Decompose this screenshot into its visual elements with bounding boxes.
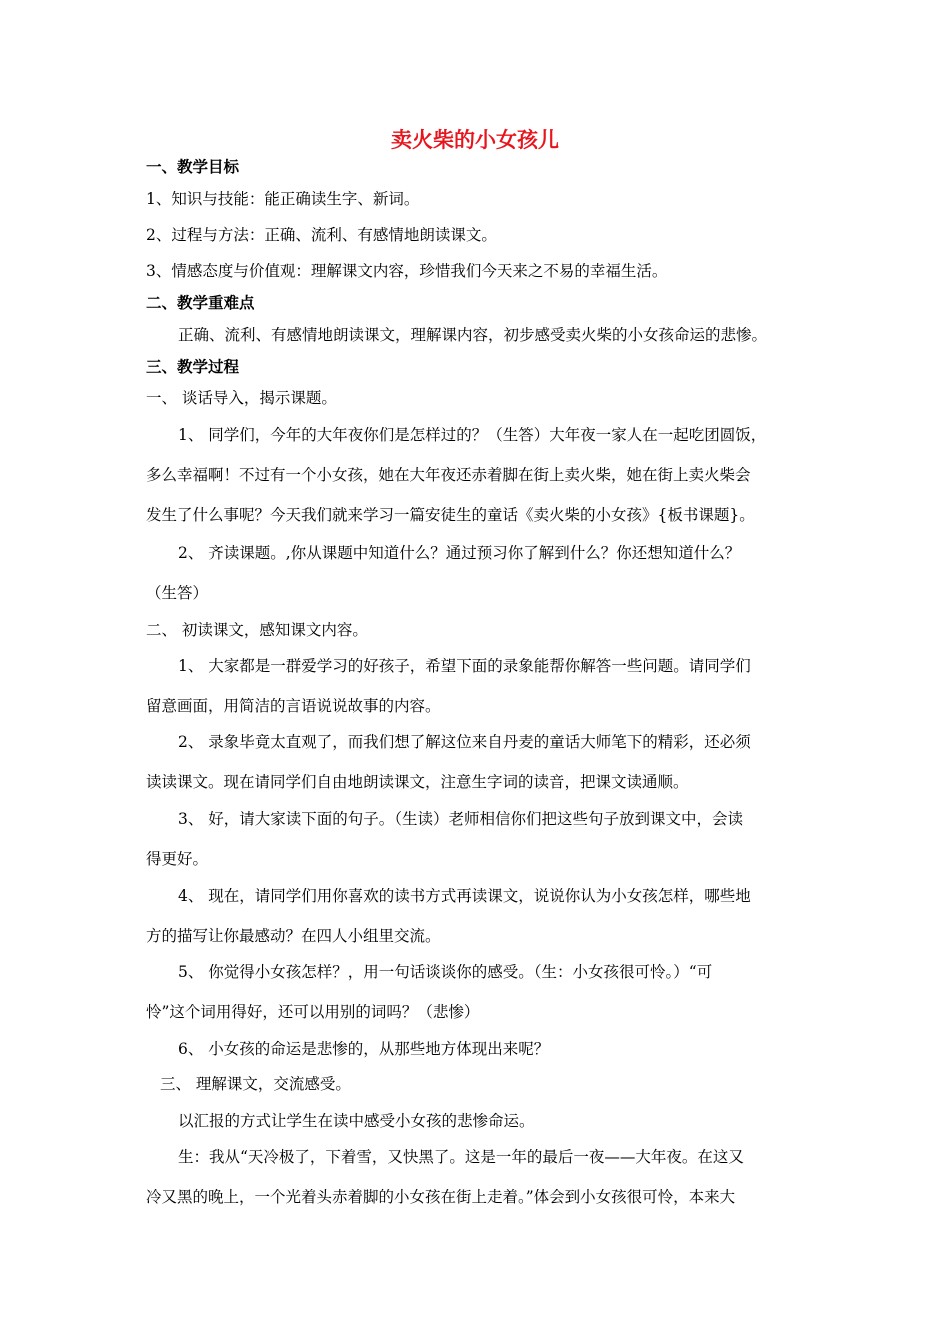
paragraph: 以汇报的方式让学生在读中感受小女孩的悲惨命运。 bbox=[178, 1112, 535, 1130]
paragraph: 1、知识与技能：能正确读生字、新词。 bbox=[146, 190, 420, 208]
paragraph: 2、过程与方法：正确、流利、有感情地朗读课文。 bbox=[146, 226, 497, 244]
step-heading: 一、 谈话导入，揭示课题。 bbox=[146, 389, 337, 407]
document-title: 卖火柴的小女孩儿 bbox=[391, 128, 559, 152]
paragraph: 多么幸福啊！不过有一个小女孩，她在大年夜还赤着脚在街上卖火柴，她在街上卖火柴会 bbox=[146, 466, 751, 484]
section-heading-key-points: 二、教学重难点 bbox=[146, 294, 255, 312]
paragraph: 得更好。 bbox=[146, 850, 209, 868]
section-heading-process: 三、教学过程 bbox=[146, 358, 240, 376]
paragraph: 生：我从“天冷极了，下着雪，又快黑了。这是一年的最后一夜——大年夜。在这又 bbox=[178, 1148, 744, 1166]
paragraph: 6、 小女孩的命运是悲惨的，从那些地方体现出来呢？ bbox=[178, 1040, 550, 1058]
paragraph: 3、 好，请大家读下面的句子。（生读）老师相信你们把这些句子放到课文中，会读 bbox=[178, 810, 744, 828]
paragraph: 3、情感态度与价值观：理解课文内容，珍惜我们今天来之不易的幸福生活。 bbox=[146, 262, 668, 280]
paragraph: 发生了什么事呢？今天我们就来学习一篇安徒生的童话《卖火柴的小女孩》{板书课题}。 bbox=[146, 506, 755, 524]
paragraph: 1、 同学们，今年的大年夜你们是怎样过的？（生答）大年夜一家人在一起吃团圆饭， bbox=[178, 426, 767, 444]
paragraph: 5、 你觉得小女孩怎样？，用一句话谈谈你的感受。（生：小女孩很可怜。）“可 bbox=[178, 963, 713, 981]
paragraph: 冷又黑的晚上，一个光着头赤着脚的小女孩在街上走着。”体会到小女孩很可怜，本来大 bbox=[146, 1188, 736, 1206]
paragraph: 方的描写让你最感动？在四人小组里交流。 bbox=[146, 927, 441, 945]
step-heading: 三、 理解课文，交流感受。 bbox=[160, 1075, 351, 1093]
paragraph: 1、 大家都是一群爱学习的好孩子，希望下面的录象能帮你解答一些问题。请同学们 bbox=[178, 657, 751, 675]
paragraph: 正确、流利、有感情地朗读课文，理解课内容，初步感受卖火柴的小女孩命运的悲惨。 bbox=[178, 326, 768, 344]
paragraph: 怜”这个词用得好，还可以用别的词吗？（悲惨） bbox=[146, 1003, 480, 1021]
paragraph: 4、 现在，请同学们用你喜欢的读书方式再读课文，说说你认为小女孩怎样，哪些地 bbox=[178, 887, 751, 905]
paragraph: （生答） bbox=[146, 584, 209, 602]
paragraph: 留意画面，用简洁的言语说说故事的内容。 bbox=[146, 697, 441, 715]
paragraph: 2、 录象毕竟太直观了，而我们想了解这位来自丹麦的童话大师笔下的精彩，还必须 bbox=[178, 733, 751, 751]
paragraph: 读读课文。现在请同学们自由地朗读课文，注意生字词的读音，把课文读通顺。 bbox=[146, 773, 689, 791]
section-heading-objectives: 一、教学目标 bbox=[146, 158, 240, 176]
step-heading: 二、 初读课文，感知课文内容。 bbox=[146, 621, 368, 639]
paragraph: 2、 齐读课题。,你从课题中知道什么？通过预习你了解到什么？你还想知道什么？ bbox=[178, 544, 741, 562]
